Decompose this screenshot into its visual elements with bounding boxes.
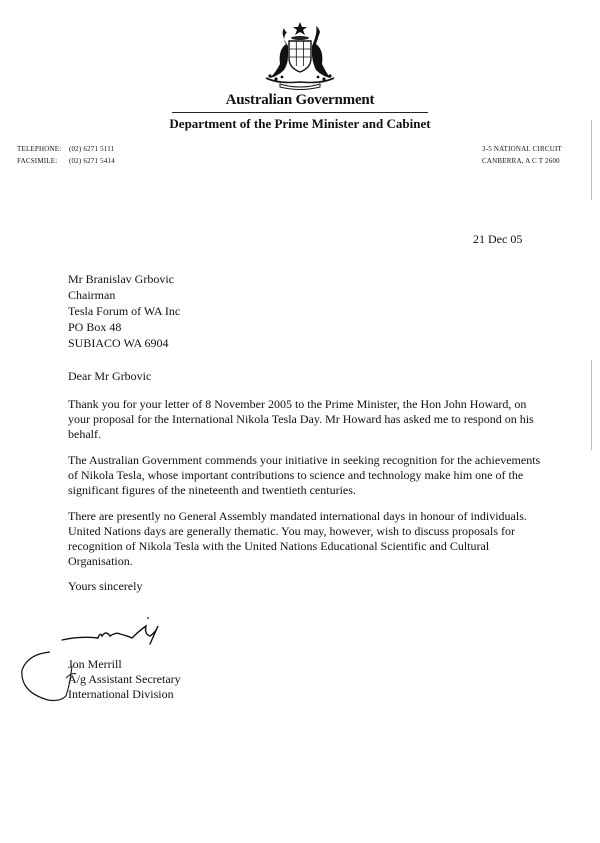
telephone-label: TELEPHONE:	[17, 145, 62, 153]
facsimile-number: (02) 6271 5414	[68, 157, 115, 165]
telephone-line	[17, 143, 115, 155]
coat-of-arms-emblem	[258, 20, 342, 92]
recipient-organisation: Tesla Forum of WA Inc	[68, 304, 181, 318]
body-paragraph-3: There are presently no General Assembly mandated international days in honour of individuals. United Nations days are generally thematic. You may, however, wish to discuss proposals for recognition of Nikola Tesla with the United Nations Educational Scientific and Cultural Organisation.	[68, 509, 527, 568]
scan-edge-mark	[591, 120, 592, 200]
signatory-name: Jon Merrill	[68, 657, 122, 671]
scan-edge-mark	[591, 360, 592, 450]
recipient-title: Chairman	[68, 288, 116, 302]
recipient-po-box: PO Box 48	[68, 320, 122, 334]
facsimile-label: FACSIMILE:	[17, 157, 58, 165]
address-line-2: CANBERRA, A C T 2600	[482, 157, 560, 165]
recipient-name: Mr Branislav Grbovic	[68, 272, 174, 286]
address-line-1: 3-5 NATIONAL CIRCUIT	[482, 145, 562, 153]
salutation: Dear Mr Grbovic	[68, 369, 152, 383]
header-divider	[172, 112, 428, 113]
recipient-address	[68, 271, 180, 351]
department-title: Department of the Prime Minister and Cabinet	[169, 116, 431, 131]
contact-numbers	[17, 143, 115, 167]
department-address	[482, 143, 562, 167]
telephone-number: (02) 6271 5111	[68, 145, 115, 153]
body-paragraph-1: Thank you for your letter of 8 November 2005 to the Prime Minister, the Hon John Howard, on your proposal for the International Nikola Tesla Day. Mr Howard has asked me to respond on his behalf.	[68, 397, 534, 441]
closing: Yours sincerely	[68, 579, 143, 593]
signature-block	[68, 657, 181, 702]
recipient-city: SUBIACO WA 6904	[68, 336, 169, 350]
letter-date: 21 Dec 05	[473, 232, 523, 246]
signatory-position: A/g Assistant Secretary	[68, 672, 181, 686]
body-paragraph-2: The Australian Government commends your initiative in seeking recognition for the achievements of Nikola Tesla, whose important contributions to science and technology make him one of the significant figures of the nineteenth and twentieth centuries.	[68, 453, 541, 497]
signatory-division: International Division	[68, 687, 174, 701]
facsimile-line	[17, 155, 115, 167]
government-title: Australian Government	[225, 92, 375, 108]
